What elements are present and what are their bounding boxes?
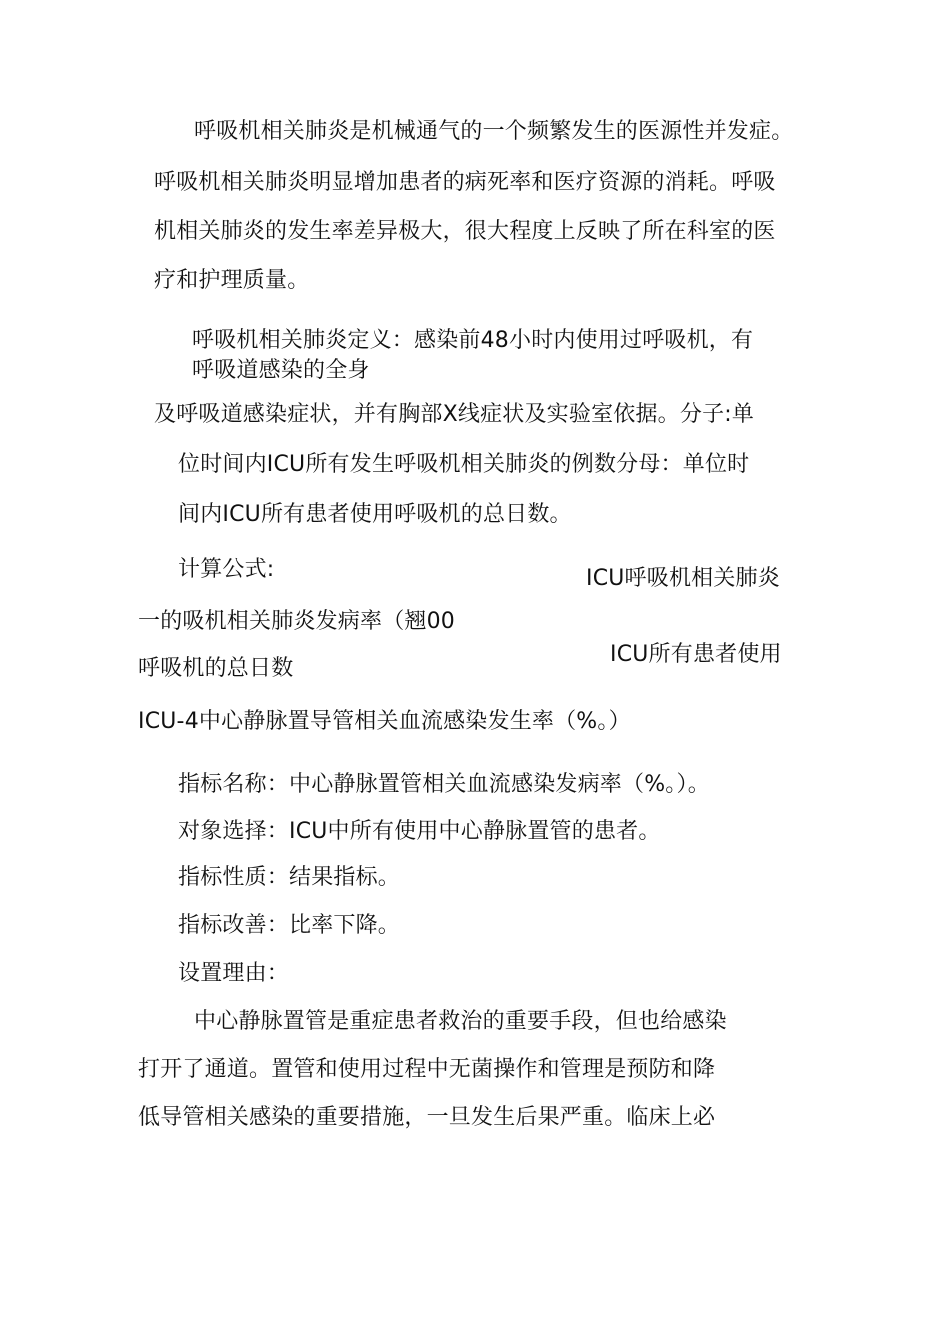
text-line-20: 设置理由： bbox=[178, 961, 290, 986]
text-line-15: ICU-4中心静脉置导管相关血流感染发生率（%。） bbox=[138, 709, 631, 734]
text-line-11: ICU呼吸机相关肺炎 bbox=[586, 566, 780, 591]
text-line-19: 指标改善：比率下降。 bbox=[178, 913, 401, 938]
text-line-12: 一的吸机相关肺炎发病率（翘00 bbox=[138, 609, 455, 634]
text-line-3: 机相关肺炎的发生率差异极大，很大程度上反映了所在科室的医 bbox=[154, 219, 776, 244]
text-line-9: 间内ICU所有患者使用呼吸机的总日数。 bbox=[178, 502, 572, 527]
text-line-4: 疗和护理质量。 bbox=[154, 268, 310, 293]
text-line-5: 呼吸机相关肺炎定义：感染前48小时内使用过呼吸机，有 bbox=[192, 328, 754, 353]
text-line-1: 呼吸机相关肺炎是机械通气的一个频繁发生的医源性并发症。 bbox=[194, 119, 794, 144]
text-line-18: 指标性质：结果指标。 bbox=[178, 865, 401, 890]
text-line-8: 位时间内ICU所有发生呼吸机相关肺炎的例数分母：单位时 bbox=[178, 452, 750, 477]
text-line-2: 呼吸机相关肺炎明显增加患者的病死率和医疗资源的消耗。呼吸 bbox=[154, 170, 776, 195]
text-line-7: 及呼吸道感染症状，并有胸部X线症状及实验室依据。分子:单 bbox=[154, 402, 755, 427]
text-line-22: 打开了通道。置管和使用过程中无菌操作和管理是预防和降 bbox=[138, 1057, 716, 1082]
text-line-6: 呼吸道感染的全身 bbox=[192, 358, 370, 383]
text-line-14: 呼吸机的总日数 bbox=[138, 656, 294, 681]
text-line-13: ICU所有患者使用 bbox=[610, 642, 782, 667]
text-line-16: 指标名称：中心静脉置管相关血流感染发病率（%。）。 bbox=[178, 772, 710, 797]
text-line-10: 计算公式: bbox=[178, 557, 275, 582]
text-line-21: 中心静脉置管是重症患者救治的重要手段，但也给感染 bbox=[194, 1009, 727, 1034]
text-line-23: 低导管相关感染的重要措施，一旦发生后果严重。临床上必 bbox=[138, 1105, 716, 1130]
text-line-17: 对象选择：ICU中所有使用中心静脉置管的患者。 bbox=[178, 819, 661, 844]
